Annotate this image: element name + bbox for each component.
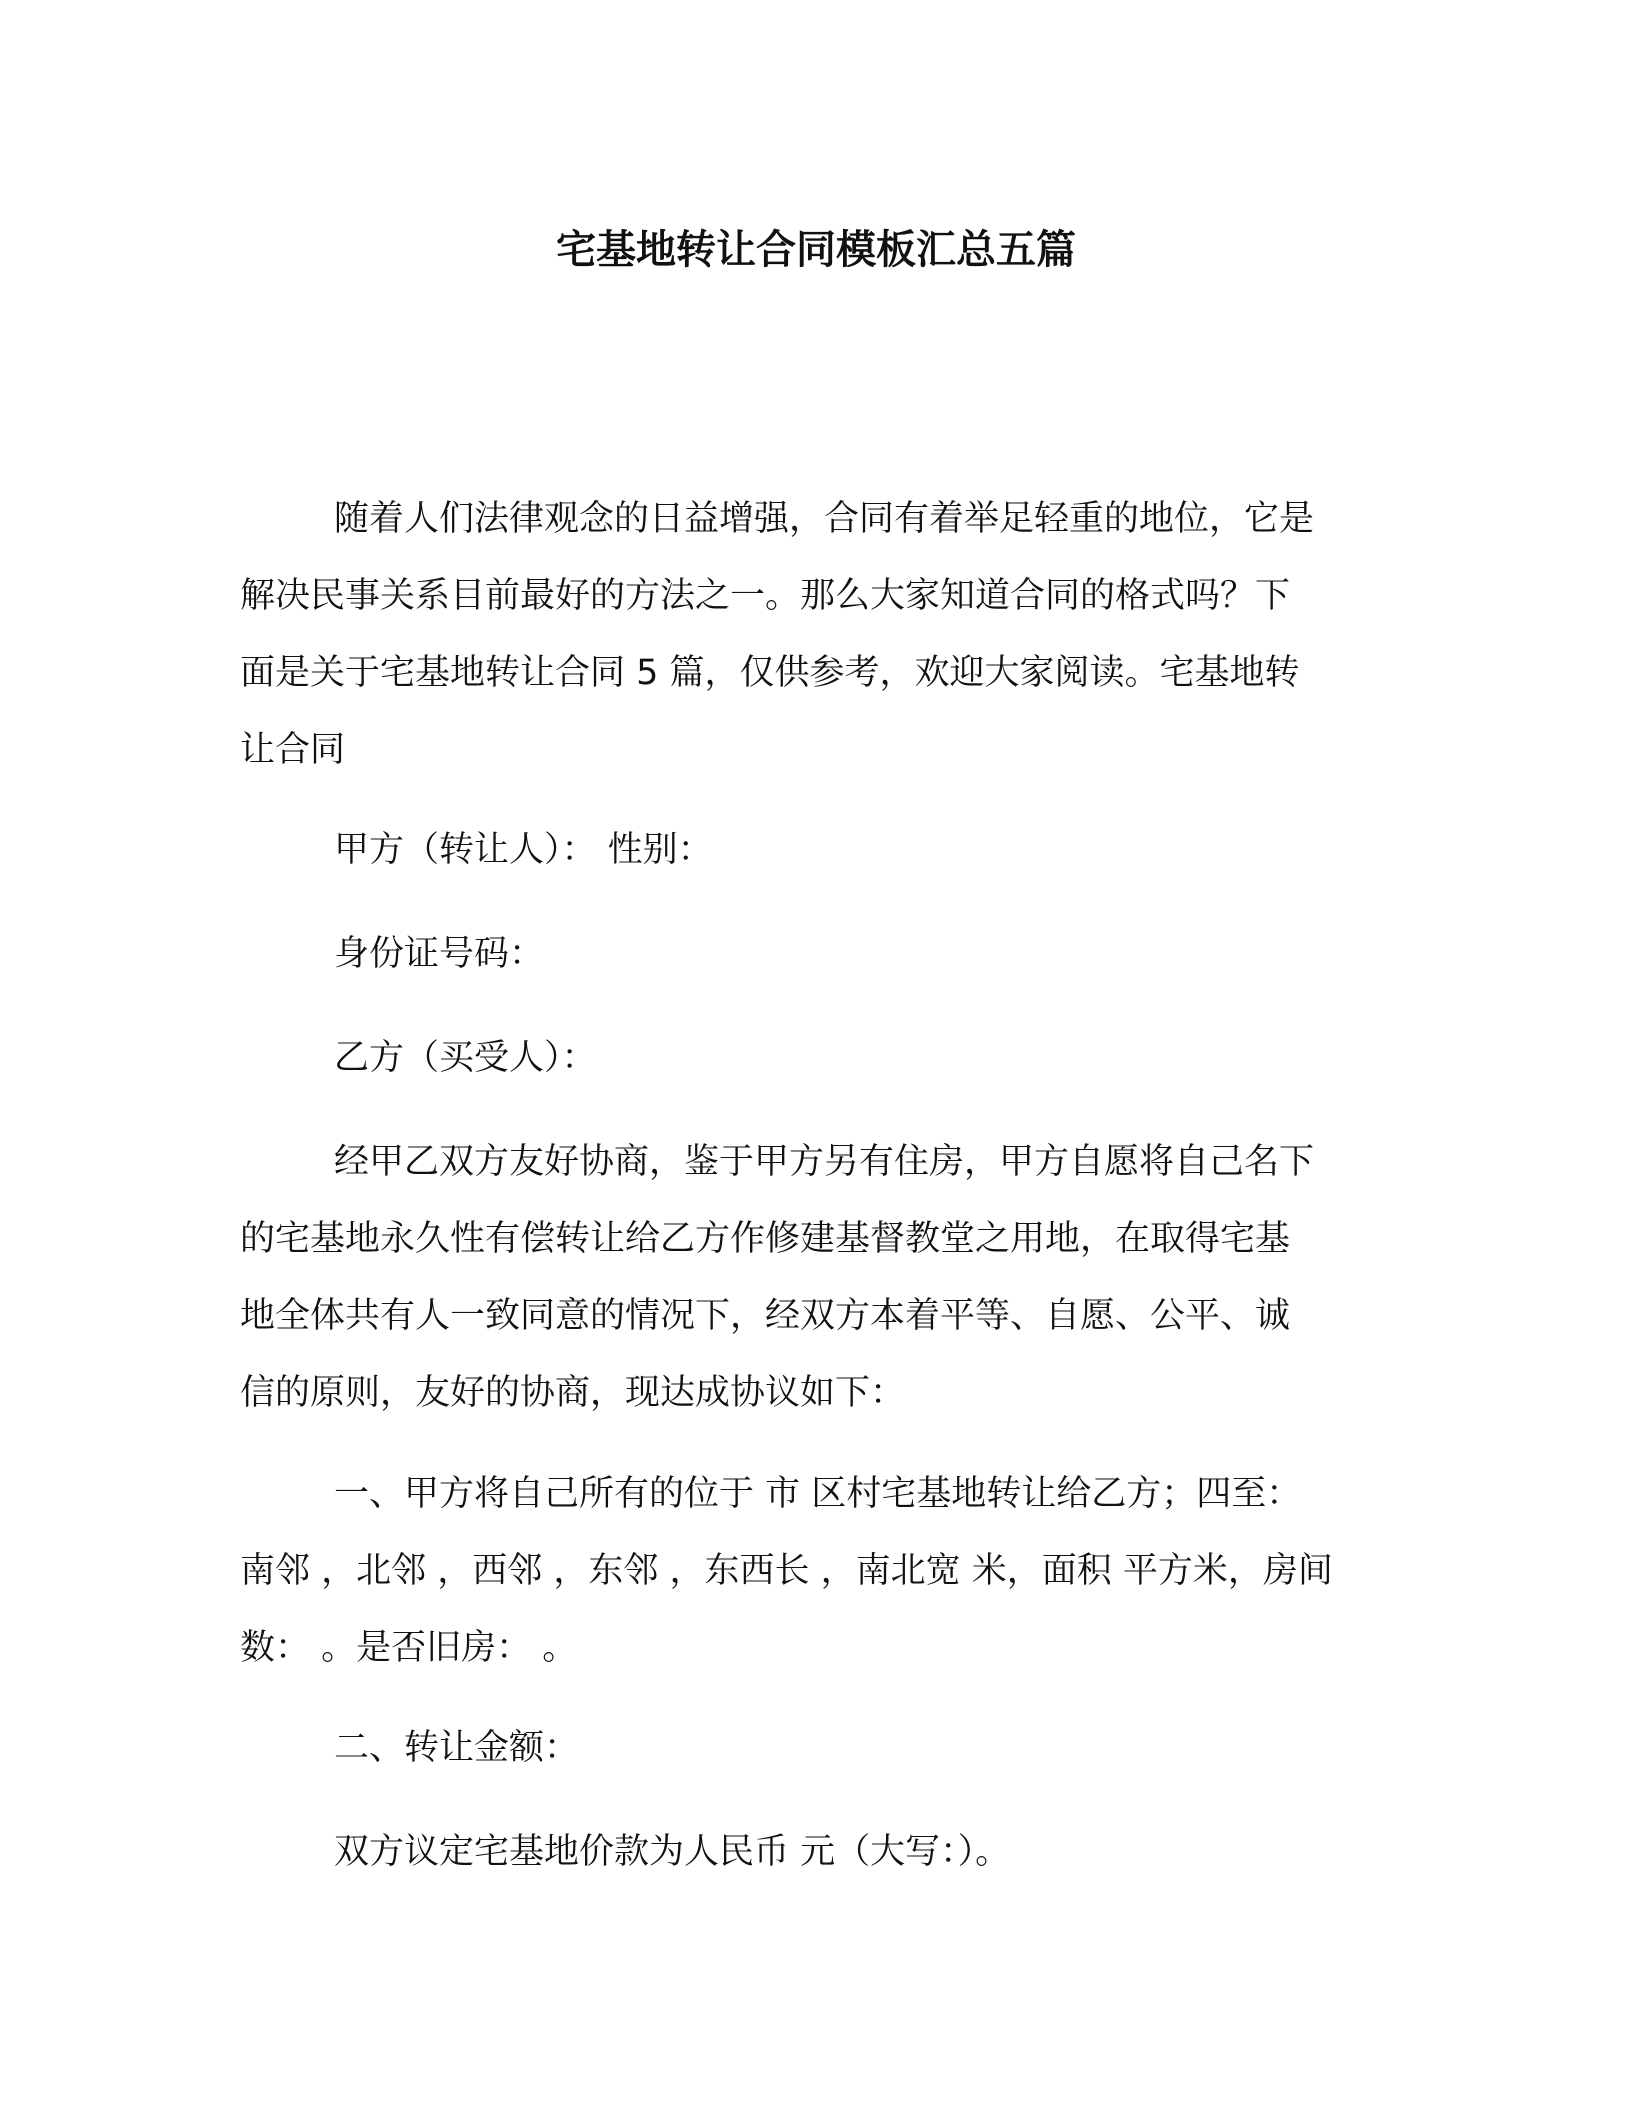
agreement-line: 经甲乙双方友好协商，鉴于甲方另有住房，甲方自愿将自己名下 xyxy=(334,1142,1315,1182)
intro-line: 面是关于宅基地转让合同 5 篇，仅供参考，欢迎大家阅读。宅基地转 xyxy=(240,653,1300,693)
intro-line: 随着人们法律观念的日益增强，合同有着举足轻重的地位，它是 xyxy=(334,499,1315,539)
intro-line: 解决民事关系目前最好的方法之一。那么大家知道合同的格式吗？下 xyxy=(240,576,1291,616)
clause-2-text-line xyxy=(240,1814,1372,1891)
agreement-line: 地全体共有人一致同意的情况下，经双方本着平等、自愿、公平、诚 xyxy=(240,1296,1291,1336)
clause-2-heading: 二、转让金额： xyxy=(334,1728,580,1768)
agreement-paragraph xyxy=(240,1124,1372,1432)
clause-1-line: 数： 。是否旧房： 。 xyxy=(240,1628,578,1668)
intro-line: 让合同 xyxy=(240,730,346,770)
id-number-text: 身份证号码： xyxy=(334,934,545,974)
agreement-line: 信的原则，友好的协商，现达成协议如下： xyxy=(240,1373,906,1413)
party-a-line xyxy=(240,812,1372,889)
document-title: 宅基地转让合同模板汇总五篇 xyxy=(556,227,1076,273)
clause-2-text: 双方议定宅基地价款为人民币 元（大写：）。 xyxy=(334,1832,1011,1872)
party-b-line xyxy=(240,1020,1372,1097)
agreement-line: 的宅基地永久性有偿转让给乙方作修建基督教堂之用地，在取得宅基 xyxy=(240,1219,1291,1259)
clause-1-paragraph xyxy=(240,1456,1372,1687)
clause-1-line: 一、甲方将自己所有的位于 市 区村宅基地转让给乙方；四至： xyxy=(334,1474,1302,1514)
intro-paragraph xyxy=(240,481,1372,789)
id-number-line xyxy=(240,916,1372,993)
party-b-text: 乙方（买受人）： xyxy=(334,1038,597,1078)
clause-2-heading-line xyxy=(240,1710,1372,1787)
party-a-text: 甲方（转让人）： 性别： xyxy=(334,830,713,870)
clause-1-line: 南邻 ，北邻 ，西邻 ，东邻 ，东西长 ，南北宽 米，面积 平方米，房间 xyxy=(240,1551,1333,1591)
